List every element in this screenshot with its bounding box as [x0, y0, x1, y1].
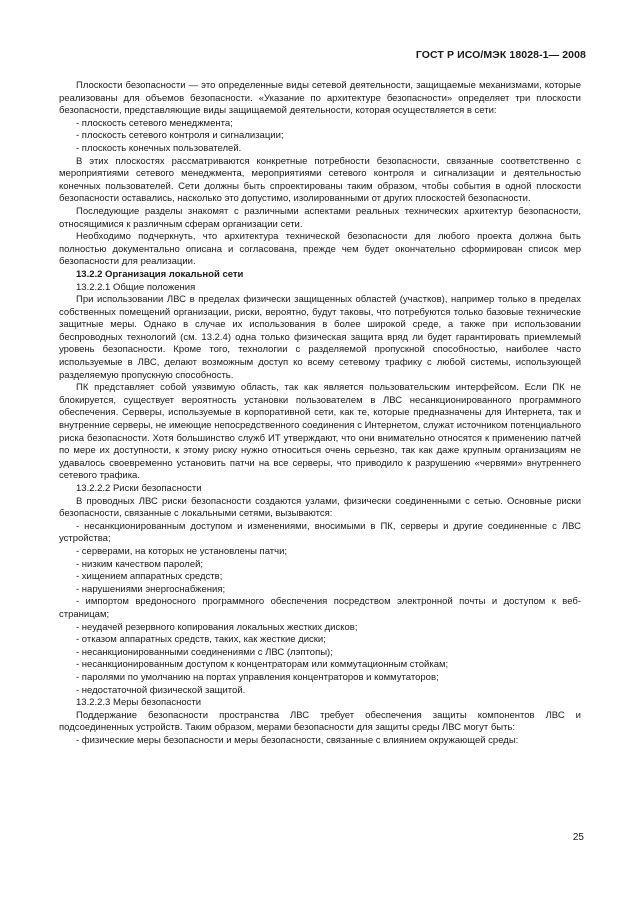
list-item: - хищением аппаратных средств; — [76, 571, 223, 583]
list-item: - недостаточной физической защитой. — [76, 684, 246, 696]
list-item: - импортом вредоносного программного обеспечения посредством электронной почты и доступом к веб-страницам; — [59, 596, 581, 620]
paragraph: 13.2.2.2 Риски безопасности — [76, 483, 202, 494]
list-item: - несанкционированными соединениями с ЛВС (лэптопы); — [76, 646, 333, 658]
list-item: - плоскость конечных пользователей. — [76, 142, 242, 154]
paragraph: В этих плоскостях рассматриваются конкретные потребности безопасности, связанные соответственно с мероприятиями сетевого менеджмента, мероприятиями сетевого контроля и сигнализации и деятельностью конечных пользователей. Сети должны быть спроектированы таким образом, чтобы события в одной плоскости безопасности оставались, насколько это допустимо, изолированными от других плоскостей безопасности. — [59, 155, 581, 205]
list-item: - низким качеством паролей; — [76, 558, 204, 570]
list-item: - несанкционированным доступом и изменениями, вносимыми в ПК, серверы и другие соединенные с ЛВС устройства; — [59, 520, 581, 545]
list-item: - несанкционированным доступом к концентраторам или коммутационным стойкам; — [76, 659, 449, 671]
list-item: - серверами, на которых не установлены патчи; — [76, 545, 288, 557]
paragraph: В проводных ЛВС риски безопасности создаются узлами, физически соединенными с сетью. Основные риски безопасности, связанные с локальными сетями, вызываются: — [59, 495, 581, 520]
section-heading: 13.2.2 Организация локальной сети — [76, 268, 244, 280]
paragraph: При использовании ЛВС в пределах физически защищенных областей (участков), например только в пределах собственных помещений организации, риски, вероятно, будут таковы, что потребуются только базовые технические защитные меры. Однако в случае их использования в более широкой среде, а также при использовании беспроводных технологий (см. 13.2.4) одна только физическая защита вряд ли будет гарантировать приемлемый уровень безопасности. Кроме того, технологии с разделяемой пропускной способностью, наиболее часто используемые в ЛВС, делают возможным доступ ко всему сетевому трафику с любой системы, использующей разделяемую пропускную способность. — [59, 294, 581, 381]
document-body — [59, 80, 581, 747]
paragraph: Последующие разделы знакомят с различными аспектами реальных технических архитектур безопасности, относящимися к различным сферам организации сети. — [59, 205, 581, 230]
list-item: - отказом аппаратных средств, таких, как жесткие диски; — [76, 634, 326, 646]
paragraph: 13.2.2.3 Меры безопасности — [76, 697, 202, 709]
document-header: ГОСТ Р ИСО/МЭК 18028-1— 2008 — [415, 49, 586, 61]
page-number: 25 — [572, 832, 584, 843]
list-item: - плоскость сетевого менеджмента; — [76, 117, 233, 129]
list-item: - нарушениями энергоснабжения; — [76, 583, 226, 595]
list-item: - физические меры безопасности и меры безопасности, связанные с влиянием окружающей среды: — [76, 734, 519, 746]
paragraph: Поддержание безопасности пространства ЛВС требует обеспечения защиты компонентов ЛВС и подсоединенных устройств. Таким образом, мерами безопасности для защиты среды ЛВС могут быть: — [59, 709, 581, 734]
list-item: - неудачей резервного копирования локальных жестких дисков; — [76, 621, 358, 633]
paragraph: 13.2.2.1 Общие положения — [76, 281, 196, 293]
paragraph: Необходимо подчеркнуть, что архитектура технической безопасности для любого проекта должна быть полностью документально описана и согласована, прежде чем будет окончательно сформирован список мер безопасности для реализации. — [59, 231, 581, 268]
paragraph: ПК представляет собой уязвимую область, так как является пользовательским интерфейсом. Если ПК не блокируется, существует вероятность установки пользователем в ЛВС несанкционированного программного обеспечения. Серверы, используемые в корпоративной сети, как те, которые предназначены для Интернета, так и внутренние серверы, не имеющие непосредственного соединения с Интернетом, служат источником потенциального риска безопасности. Хотя большинство служб ИТ утверждают, что они внимательно относятся к применению патчей по мере их доступности, к этому риску нужно относиться очень серьезно, так как даже крупным организациям не удавалось своевременно установить патчи на все серверы, что приводило к разрушению «червями» внутреннего сетевого трафика. — [59, 382, 581, 482]
list-item: - паролями по умолчанию на портах управления концентраторов и коммутаторов; — [76, 671, 439, 683]
paragraph: Плоскости безопасности — это определенные виды сетевой деятельности, защищаемые механизмами, которые реализованы для объемов безопасности. «Указание по архитектуре безопасности» определяет три плоскости безопасности, представляющие виды защищаемой деятельности, которая осуществляется в сети: — [59, 80, 581, 117]
list-item: - плоскость сетевого контроля и сигнализации; — [76, 130, 284, 142]
